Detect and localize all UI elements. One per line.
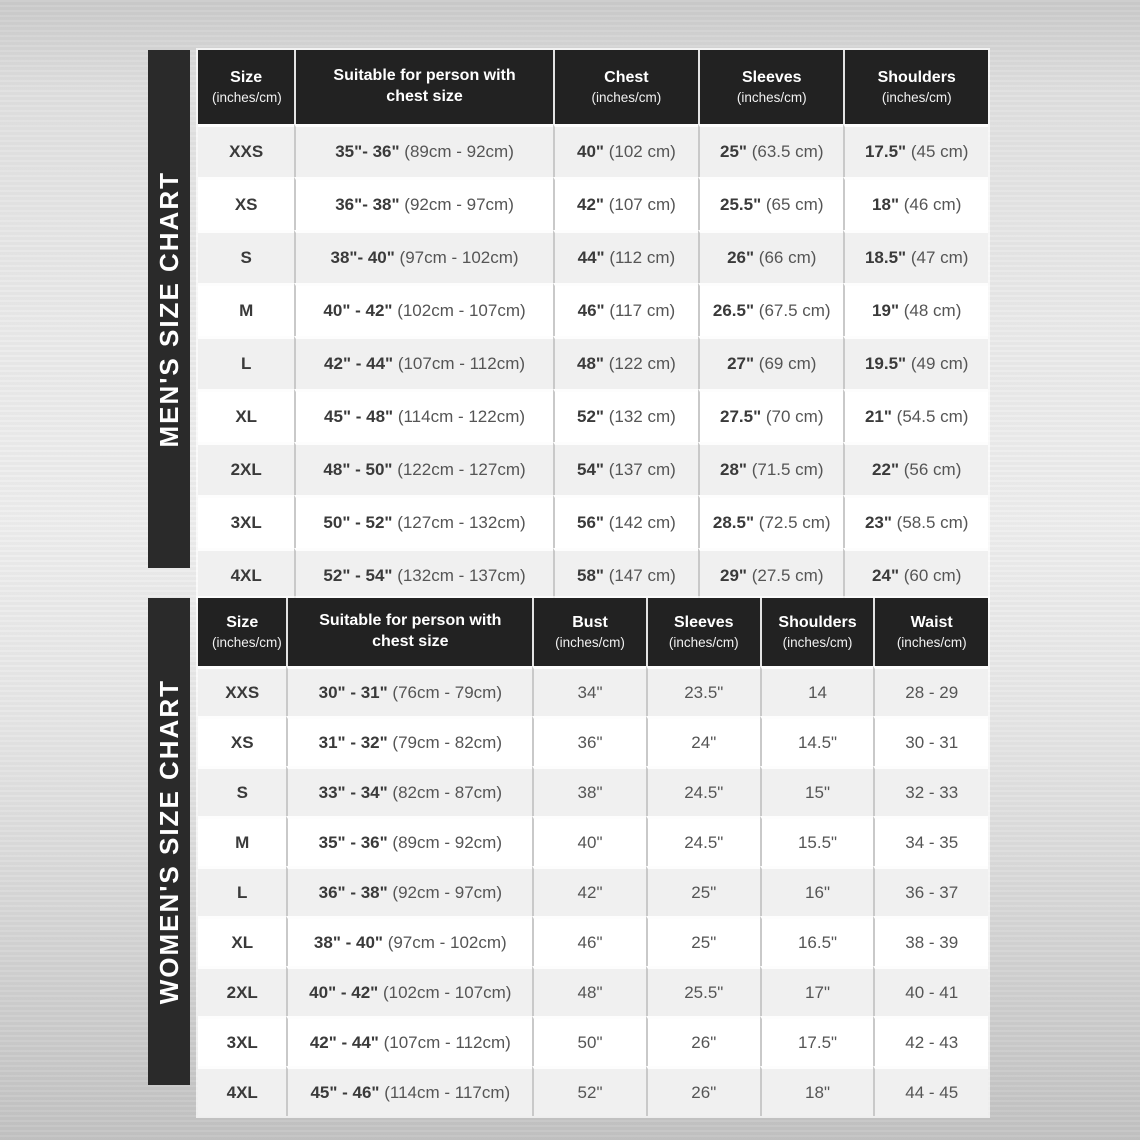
shoulders-inches: 24" [872,566,900,585]
sleeves-cm: (71.5 cm) [751,460,824,479]
chest-cell [553,336,698,389]
range-inches: 36" - 38" [318,882,388,902]
sleeves-cell [698,124,843,177]
range-cell [286,666,532,716]
table-row [198,548,988,601]
waist-cell: 36 - 37 [873,866,988,916]
range-cm: (107cm - 112cm) [383,1032,511,1052]
chest-cell [553,548,698,601]
sleeves-cm: (70 cm) [765,407,824,426]
col-title: Sleeves [673,613,734,631]
range-cell [294,124,552,177]
bust-cell: 36" [532,716,646,766]
womens-size-chart [148,598,988,1102]
table-row [198,495,988,548]
bust-cell: 50" [532,1016,646,1066]
range-cell [294,177,552,230]
col-title: Size [226,613,259,631]
chest-cm: (147 cm) [608,566,676,585]
mens-col-chest [553,50,698,124]
range-cm: (114cm - 122cm) [397,407,526,426]
chest-cell [553,230,698,283]
size-cell: M [198,816,286,866]
shoulders-cm: (45 cm) [910,142,969,161]
shoulders-cm: (60 cm) [903,566,962,585]
waist-cell: 34 - 35 [873,816,988,866]
col-subtitle: (inches/cm) [212,634,282,650]
shoulders-inches: 19.5" [864,354,907,373]
womens-col-sleeves [646,598,760,666]
shoulders-cell [843,283,988,336]
shoulders-inches: 22" [872,460,900,479]
col-title: Shoulders [877,68,956,86]
bust-cell: 42" [532,866,646,916]
col-subtitle: (inches/cm) [881,89,952,105]
size-cell: L [198,336,294,389]
mens-sidebar [148,50,190,568]
chest-cell [553,442,698,495]
sleeves-cell [698,495,843,548]
sleeves-cell [698,283,843,336]
shoulders-cell [843,548,988,601]
range-cm: (92cm - 97cm) [404,195,514,214]
sleeves-cell [698,336,843,389]
size-cell: XL [198,916,286,966]
size-cell: S [198,230,294,283]
col-subtitle: (inches/cm) [736,89,807,105]
womens-col-waist [873,598,988,666]
sleeves-inches: 26.5" [712,301,755,320]
sleeves-inches: 29" [719,566,747,585]
chest-inches: 40" [576,142,604,161]
sleeves-cell [698,442,843,495]
table-row [198,124,988,177]
chest-cell [553,124,698,177]
chest-cm: (102 cm) [608,142,676,161]
size-cell: M [198,283,294,336]
range-cell [286,816,532,866]
range-inches: 36"- 38" [335,195,400,214]
sleeves-cm: (63.5 cm) [751,142,824,161]
size-cell: 2XL [198,442,294,495]
shoulders-cell: 16.5" [760,916,874,966]
shoulders-cell [843,389,988,442]
shoulders-cell: 14 [760,666,874,716]
womens-table-header [198,598,988,666]
shoulders-cm: (49 cm) [910,354,969,373]
size-cell: XXS [198,124,294,177]
sleeves-cell: 25.5" [646,966,760,1016]
range-inches: 45" - 48" [324,407,394,426]
shoulders-inches: 23" [864,513,892,532]
waist-cell: 28 - 29 [873,666,988,716]
col-subtitle: (inches/cm) [668,634,739,650]
table-row [198,177,988,230]
chest-cm: (112 cm) [609,248,676,267]
range-inches: 38" - 40" [313,932,383,952]
shoulders-cell: 15" [760,766,874,816]
chest-cm: (132 cm) [608,407,676,426]
sleeves-inches: 27.5" [719,407,762,426]
shoulders-cell: 17" [760,966,874,1016]
range-cell [286,1066,532,1116]
col-subtitle: (inches/cm) [212,89,282,105]
mens-size-chart [148,50,988,585]
range-inches: 40" - 42" [323,301,393,320]
range-cm: (79cm - 82cm) [392,732,502,752]
sleeves-cm: (69 cm) [758,354,817,373]
range-inches: 48" - 50" [323,460,393,479]
shoulders-inches: 18" [872,195,900,214]
sleeves-cell: 25" [646,916,760,966]
range-cell [294,283,552,336]
col-subtitle: (inches/cm) [782,634,853,650]
range-inches: 30" - 31" [318,682,388,702]
sleeves-cell: 26" [646,1016,760,1066]
range-cm: (89cm - 92cm) [404,142,514,161]
shoulders-cell [843,336,988,389]
range-cm: (132cm - 137cm) [397,566,526,585]
table-row [198,230,988,283]
chest-cm: (137 cm) [608,460,676,479]
range-cell [294,548,552,601]
col-title: Waist [910,613,953,631]
womens-col-shoulders [760,598,874,666]
bust-cell: 46" [532,916,646,966]
table-row [198,866,988,916]
size-cell: XL [198,389,294,442]
range-cm: (102cm - 107cm) [397,301,526,320]
shoulders-cell: 16" [760,866,874,916]
chest-cell [553,283,698,336]
range-inches: 33" - 34" [318,782,388,802]
chest-cm: (142 cm) [608,513,676,532]
shoulders-cell [843,124,988,177]
table-row [198,716,988,766]
range-cell [286,966,532,1016]
womens-col-size [198,598,286,666]
range-inches: 35" - 36" [318,832,388,852]
chest-inches: 56" [576,513,604,532]
mens-col-suitable [294,50,552,124]
chest-cell [553,495,698,548]
range-cell [294,336,552,389]
size-cell: 3XL [198,1016,286,1066]
waist-cell: 32 - 33 [873,766,988,816]
sleeves-inches: 28" [719,460,747,479]
col-title: Bust [572,613,608,631]
chest-cm: (107 cm) [608,195,676,214]
size-cell: L [198,866,286,916]
shoulders-cm: (56 cm) [903,460,962,479]
sleeves-cell: 25" [646,866,760,916]
size-cell: XXS [198,666,286,716]
table-row [198,442,988,495]
womens-size-table [198,598,988,1116]
range-cell [286,766,532,816]
range-inches: 45" - 46" [310,1082,380,1102]
sleeves-inches: 28.5" [712,513,755,532]
sleeves-cell: 26" [646,1066,760,1116]
chest-inches: 44" [577,248,605,267]
range-cm: (97cm - 102cm) [387,932,507,952]
table-row [198,666,988,716]
chest-inches: 46" [577,301,605,320]
table-row [198,283,988,336]
shoulders-inches: 18.5" [864,248,907,267]
table-row [198,389,988,442]
range-cm: (76cm - 79cm) [392,682,502,702]
sleeves-cell: 23.5" [646,666,760,716]
range-inches: 52" - 54" [323,566,393,585]
sleeves-inches: 25.5" [719,195,762,214]
waist-cell: 44 - 45 [873,1066,988,1116]
range-cell [286,866,532,916]
col-subtitle: (inches/cm) [555,634,625,650]
sleeves-cell [698,230,843,283]
bust-cell: 34" [532,666,646,716]
shoulders-cell [843,177,988,230]
shoulders-cm: (47 cm) [910,248,969,267]
table-row [198,1016,988,1066]
womens-col-suitable [286,598,532,666]
range-cell [286,916,532,966]
size-cell: 4XL [198,1066,286,1116]
shoulders-cell [843,230,988,283]
range-cell [294,230,552,283]
range-cm: (82cm - 87cm) [392,782,502,802]
range-cell [286,716,532,766]
waist-cell: 38 - 39 [873,916,988,966]
range-inches: 42" - 44" [324,354,394,373]
bust-cell: 40" [532,816,646,866]
range-cm: (107cm - 112cm) [397,354,526,373]
range-inches: 40" - 42" [309,982,379,1002]
bust-cell: 52" [532,1066,646,1116]
chest-cell [553,389,698,442]
range-inches: 31" - 32" [318,732,388,752]
chest-inches: 54" [576,460,604,479]
size-cell: 2XL [198,966,286,1016]
size-cell: S [198,766,286,816]
table-row [198,966,988,1016]
womens-sidebar-title: WOMEN'S SIZE CHART [153,678,184,1005]
chest-cm: (122 cm) [608,354,676,373]
chest-inches: 48" [576,354,604,373]
col-title: Shoulders [778,613,857,631]
range-inches: 42" - 44" [309,1032,379,1052]
shoulders-cm: (54.5 cm) [896,407,969,426]
bust-cell: 38" [532,766,646,816]
sleeves-cm: (27.5 cm) [751,566,824,585]
sleeves-cell: 24.5" [646,766,760,816]
range-cm: (122cm - 127cm) [397,460,526,479]
sleeves-cell: 24.5" [646,816,760,866]
col-title: Suitable for person with chest size [333,67,516,105]
sleeves-cm: (65 cm) [765,195,824,214]
range-cm: (97cm - 102cm) [399,248,519,267]
chest-cm: (117 cm) [609,301,676,320]
mens-col-size [198,50,294,124]
waist-cell: 30 - 31 [873,716,988,766]
waist-cell: 42 - 43 [873,1016,988,1066]
shoulders-inches: 21" [864,407,892,426]
sleeves-cell [698,177,843,230]
waist-cell: 40 - 41 [873,966,988,1016]
shoulders-cell: 15.5" [760,816,874,866]
sleeves-cm: (66 cm) [758,248,817,267]
mens-table-header [198,50,988,124]
sleeves-inches: 26" [727,248,755,267]
sleeves-cm: (67.5 cm) [758,301,831,320]
shoulders-inches: 19" [872,301,900,320]
womens-sidebar [148,598,190,1085]
sleeves-cell [698,389,843,442]
col-subtitle: (inches/cm) [591,89,662,105]
col-title: Sleeves [741,68,802,86]
range-inches: 35"- 36" [335,142,400,161]
table-row [198,1066,988,1116]
sleeves-inches: 27" [727,354,755,373]
col-title: Size [230,68,263,86]
mens-col-sleeves [698,50,843,124]
range-inches: 38"- 40" [330,248,395,267]
shoulders-cm: (48 cm) [903,301,962,320]
sleeves-inches: 25" [719,142,747,161]
table-row [198,336,988,389]
chest-cell [553,177,698,230]
table-row [198,916,988,966]
range-cell [286,1016,532,1066]
mens-col-shoulders [843,50,988,124]
range-cm: (102cm - 107cm) [382,982,512,1002]
shoulders-cell: 14.5" [760,716,874,766]
shoulders-cm: (46 cm) [903,195,962,214]
sleeves-cm: (72.5 cm) [758,513,831,532]
range-cm: (114cm - 117cm) [384,1082,511,1102]
bust-cell: 48" [532,966,646,1016]
chest-inches: 58" [576,566,604,585]
mens-size-table [198,50,988,601]
size-cell: 3XL [198,495,294,548]
size-cell: 4XL [198,548,294,601]
range-cm: (89cm - 92cm) [392,832,502,852]
shoulders-inches: 17.5" [864,142,907,161]
range-cell [294,442,552,495]
shoulders-cell [843,495,988,548]
size-cell: XS [198,716,286,766]
chest-inches: 52" [576,407,604,426]
shoulders-cell [843,442,988,495]
size-cell: XS [198,177,294,230]
womens-col-bust [532,598,646,666]
table-row [198,816,988,866]
shoulders-cm: (58.5 cm) [896,513,969,532]
mens-sidebar-title: MEN'S SIZE CHART [153,170,184,448]
range-cell [294,389,552,442]
range-inches: 50" - 52" [323,513,393,532]
shoulders-cell: 18" [760,1066,874,1116]
col-subtitle: (inches/cm) [896,634,967,650]
sleeves-cell [698,548,843,601]
col-title: Chest [604,68,649,86]
range-cm: (92cm - 97cm) [392,882,502,902]
col-title: Suitable for person with chest size [319,612,502,650]
sleeves-cell: 24" [646,716,760,766]
chest-inches: 42" [576,195,604,214]
range-cell [294,495,552,548]
table-row [198,766,988,816]
shoulders-cell: 17.5" [760,1016,874,1066]
range-cm: (127cm - 132cm) [397,513,526,532]
